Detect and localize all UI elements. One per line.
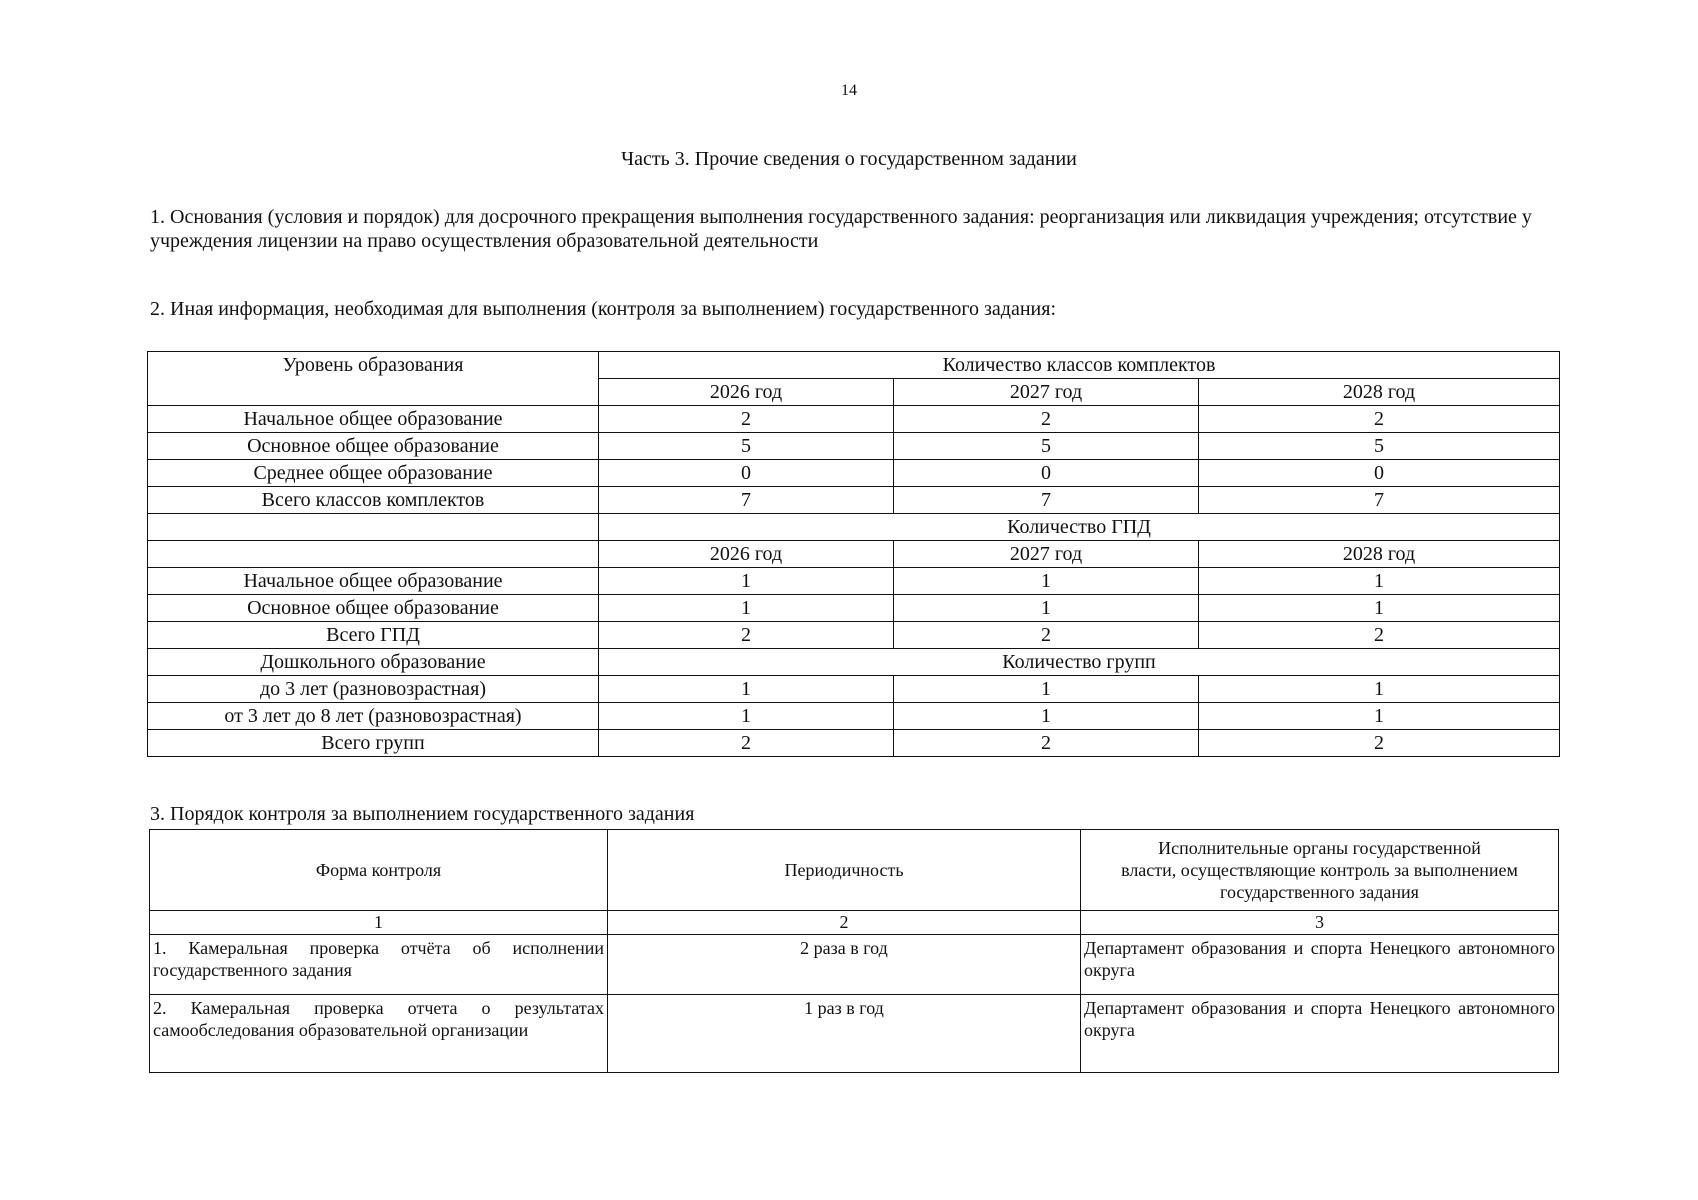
header-education-level: Уровень образования (148, 352, 599, 406)
header-control-form: Форма контроля (150, 830, 608, 911)
control-procedure-table (149, 829, 1559, 1073)
row-label: Среднее общее образование (148, 460, 599, 487)
value-cell: 0 (1199, 460, 1560, 487)
year-cell: 2027 год (894, 379, 1199, 406)
year-cell: 2027 год (894, 541, 1199, 568)
row-label: до 3 лет (разновозрастная) (148, 676, 599, 703)
section-header-row (148, 649, 1560, 676)
header-periodicity: Периодичность (608, 830, 1081, 911)
value-cell: 0 (599, 460, 894, 487)
value-cell: 2 (894, 406, 1199, 433)
row-label: Основное общее образование (148, 433, 599, 460)
row-label: Всего ГПД (148, 622, 599, 649)
table-row (150, 935, 1559, 995)
value-cell: 1 (599, 703, 894, 730)
value-cell: 2 (894, 730, 1199, 757)
section-3-paragraph: 3. Порядок контроля за выполнением государственного задания (150, 803, 695, 825)
value-cell: 1 (1199, 595, 1560, 622)
section-header-row (148, 514, 1560, 541)
value-cell: 2 (1199, 730, 1560, 757)
header-control-bodies-line: государственного задания (1220, 882, 1419, 902)
header-groups-count: Количество групп (599, 649, 1560, 676)
header-control-bodies-line: власти, осуществляющие контроль за выполнением (1121, 860, 1518, 880)
value-cell: 1 (894, 568, 1199, 595)
value-cell: 1 (599, 676, 894, 703)
value-cell: 7 (1199, 487, 1560, 514)
empty-cell (148, 514, 599, 541)
value-cell: 1 (894, 595, 1199, 622)
value-cell: 1 (1199, 703, 1560, 730)
control-form-cell: 2. Камеральная проверка отчета о результатах самообследования образовательной организации (150, 995, 608, 1073)
periodicity-cell: 2 раза в год (608, 935, 1081, 995)
control-body-cell: Департамент образования и спорта Ненецкого автономного округа (1081, 995, 1559, 1073)
table-header-row (150, 830, 1559, 911)
row-label: от 3 лет до 8 лет (разновозрастная) (148, 703, 599, 730)
table-row (148, 622, 1560, 649)
table-row (148, 568, 1560, 595)
value-cell: 1 (894, 703, 1199, 730)
column-number: 2 (608, 911, 1081, 935)
education-levels-table (147, 351, 1560, 757)
empty-cell (148, 541, 599, 568)
row-label: Основное общее образование (148, 595, 599, 622)
value-cell: 1 (599, 595, 894, 622)
table-row (148, 703, 1560, 730)
section-2-paragraph: 2. Иная информация, необходимая для выполнения (контроля за выполнением) государственного задания: (150, 298, 1057, 320)
value-cell: 2 (599, 406, 894, 433)
value-cell: 2 (894, 622, 1199, 649)
value-cell: 1 (599, 568, 894, 595)
table-row (150, 995, 1559, 1073)
value-cell: 1 (1199, 568, 1560, 595)
row-label: Всего классов комплектов (148, 487, 599, 514)
table-header-row (148, 352, 1560, 379)
row-label: Начальное общее образование (148, 568, 599, 595)
value-cell: 2 (1199, 622, 1560, 649)
table-row (148, 595, 1560, 622)
control-form-cell: 1. Камеральная проверка отчёта об исполнении государственного задания (150, 935, 608, 995)
part-title: Часть 3. Прочие сведения о государственном задании (621, 148, 1077, 170)
table-row (148, 433, 1560, 460)
table-row (148, 406, 1560, 433)
column-number-row (150, 911, 1559, 935)
header-classes-count: Количество классов комплектов (599, 352, 1560, 379)
column-number: 3 (1081, 911, 1559, 935)
year-cell: 2028 год (1199, 379, 1560, 406)
value-cell: 7 (894, 487, 1199, 514)
table-row (148, 676, 1560, 703)
periodicity-cell: 1 раз в год (608, 995, 1081, 1073)
year-cell: 2026 год (599, 379, 894, 406)
table-row (148, 487, 1560, 514)
row-label: Всего групп (148, 730, 599, 757)
table-row (148, 460, 1560, 487)
year-header-row (148, 541, 1560, 568)
value-cell: 2 (1199, 406, 1560, 433)
page-number: 14 (841, 82, 857, 99)
value-cell: 7 (599, 487, 894, 514)
column-number: 1 (150, 911, 608, 935)
table-row (148, 730, 1560, 757)
year-cell: 2028 год (1199, 541, 1560, 568)
value-cell: 5 (599, 433, 894, 460)
value-cell: 5 (1199, 433, 1560, 460)
header-control-bodies-line: Исполнительные органы государственной (1158, 838, 1481, 858)
header-gpd-count: Количество ГПД (599, 514, 1560, 541)
value-cell: 1 (1199, 676, 1560, 703)
header-control-bodies (1081, 830, 1559, 911)
row-label: Начальное общее образование (148, 406, 599, 433)
year-cell: 2026 год (599, 541, 894, 568)
value-cell: 5 (894, 433, 1199, 460)
value-cell: 2 (599, 622, 894, 649)
value-cell: 1 (894, 676, 1199, 703)
control-body-cell: Департамент образования и спорта Ненецкого автономного округа (1081, 935, 1559, 995)
row-label: Дошкольного образование (148, 649, 599, 676)
value-cell: 0 (894, 460, 1199, 487)
value-cell: 2 (599, 730, 894, 757)
section-1-paragraph: 1. Основания (условия и порядок) для досрочного прекращения выполнения государственного задания: реорганизация или ликвидация учреждения; отсутствие у учреждения лицензии на право осуществления образовательной деятельности (150, 206, 1532, 252)
